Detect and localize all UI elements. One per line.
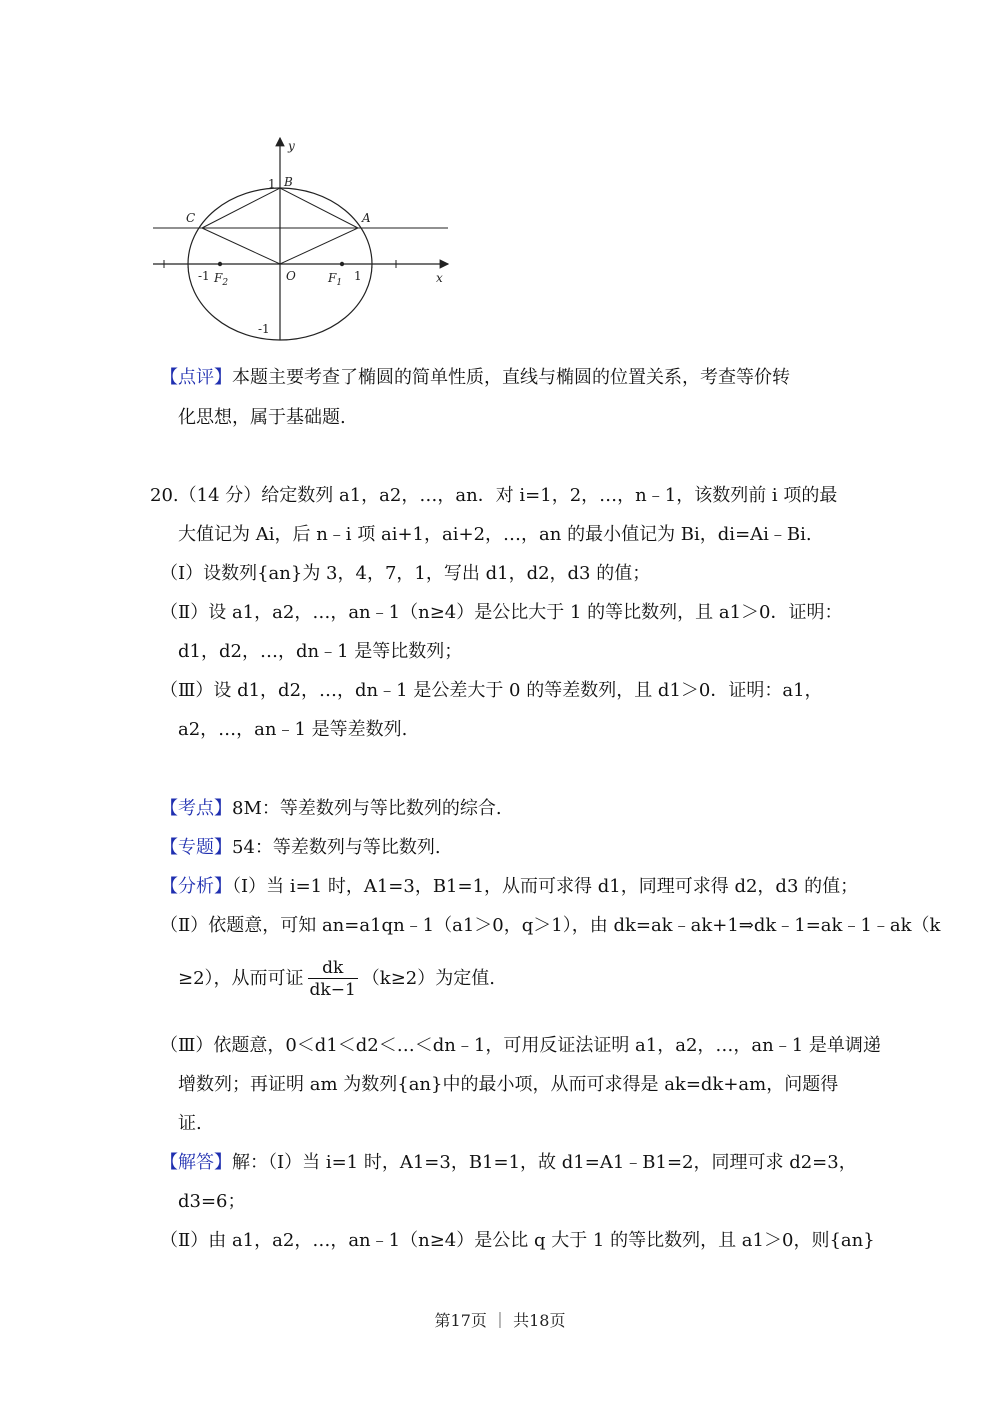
problem-number: 20. — [150, 485, 179, 506]
zhuanti-text: 54：等差数列与等比数列. — [232, 837, 441, 858]
label-tick-top: 1 — [268, 177, 276, 191]
label-f2: $F_2$ — [214, 271, 229, 288]
label-a: A — [362, 211, 371, 225]
jieda-line-1 — [160, 1151, 857, 1175]
kaodian-line — [160, 797, 502, 821]
problem-text-1: 给定数列 a1，a2，…，an．对 i=1，2，…，n﹣1，该数列前 i 项的最 — [261, 485, 838, 506]
ellipse-diagram — [148, 130, 458, 345]
jieda-line-3: （Ⅱ）由 a1，a2，…，an﹣1（n≥4）是公比 q 大于 1 的等比数列，且 a1＞0，则{an} — [160, 1230, 875, 1251]
fenxi-line-4: （Ⅲ）依题意，0＜d1＜d2＜…＜dn﹣1，可用反证法证明 a1，a2，…，an﹣1 是单调递 — [160, 1035, 881, 1056]
label-x: x — [436, 271, 443, 285]
fenxi-line-3 — [178, 954, 495, 1004]
fenxi-text-1: （Ⅰ）当 i=1 时，A1=3，B1=1，从而可求得 d1，同理可求得 d2，d3 的值； — [232, 876, 859, 897]
fenxi-line-6: 证. — [178, 1113, 202, 1134]
label-tick-right: 1 — [354, 269, 362, 283]
label-tick-bottom: -1 — [258, 322, 270, 336]
fraction-denominator: dk−1 — [309, 979, 356, 1000]
problem-part-3-line-1: （Ⅲ）设 d1，d2，…，dn﹣1 是公差大于 0 的等差数列，且 d1＞0．证明：a1， — [160, 680, 823, 701]
label-y: y — [288, 139, 295, 153]
fraction-dk-over-dk-1 — [308, 958, 358, 1001]
label-c: C — [186, 211, 196, 225]
jieda-text-1: 解：（Ⅰ）当 i=1 时，A1=3，B1=1，故 d1=A1﹣B1=2，同理可求 d2=3， — [232, 1152, 857, 1173]
review-line-1 — [160, 366, 790, 390]
fraction-numerator: dk — [322, 957, 344, 978]
fenxi-line-3-a: ≥2），从而可证 — [178, 968, 304, 989]
review-line-2: 化思想，属于基础题. — [178, 407, 346, 428]
problem-line-1 — [150, 484, 837, 508]
fenxi-line-3-b: （k≥2）为定值. — [361, 968, 495, 989]
fenxi-tag: 【分析】 — [160, 876, 232, 897]
fenxi-line-2: （Ⅱ）依题意，可知 an=a1qn﹣1（a1＞0，q＞1），由 dk=ak﹣ak+1⇒dk﹣1=ak﹣1﹣ak（k — [160, 915, 941, 936]
label-f1: $F_1$ — [328, 271, 343, 288]
problem-part-2-line-2: d1，d2，…，dn﹣1 是等比数列； — [178, 641, 463, 662]
kaodian-text: 8M：等差数列与等比数列的综合. — [232, 798, 502, 819]
focus-f1-dot — [340, 262, 344, 266]
ellipse-diagram-svg — [148, 130, 458, 345]
focus-f2-dot — [218, 262, 222, 266]
kaodian-tag: 【考点】 — [160, 798, 232, 819]
fenxi-line-1 — [160, 875, 858, 899]
review-tag: 【点评】 — [160, 367, 232, 388]
problem-part-2-line-1: （Ⅱ）设 a1，a2，…，an﹣1（n≥4）是公比大于 1 的等比数列，且 a1＞0．证明： — [160, 602, 843, 623]
problem-part-1: （Ⅰ）设数列{an}为 3，4，7，1，写出 d1，d2，d3 的值； — [160, 563, 651, 584]
review-text-1: 本题主要考查了椭圆的简单性质，直线与椭圆的位置关系，考查等价转 — [232, 367, 790, 388]
zhuanti-line — [160, 836, 441, 860]
page-footer: 第17页 ｜ 共18页 — [434, 1311, 566, 1330]
problem-line-2: 大值记为 Ai，后 n﹣i 项 ai+1，ai+2，…，an 的最小值记为 Bi，di=Ai﹣Bi. — [178, 524, 812, 545]
zhuanti-tag: 【专题】 — [160, 837, 232, 858]
jieda-tag: 【解答】 — [160, 1152, 232, 1173]
label-tick-left: -1 — [198, 269, 210, 283]
problem-score: （14 分） — [178, 485, 262, 506]
problem-part-3-line-2: a2，…，an﹣1 是等差数列. — [178, 719, 408, 740]
label-o: O — [286, 269, 296, 283]
jieda-line-2: d3=6； — [178, 1191, 246, 1212]
fenxi-line-5: 增数列；再证明 am 为数列{an}中的最小项，从而可求得是 ak=dk+am，问题得 — [178, 1074, 839, 1095]
label-b: B — [284, 175, 293, 189]
